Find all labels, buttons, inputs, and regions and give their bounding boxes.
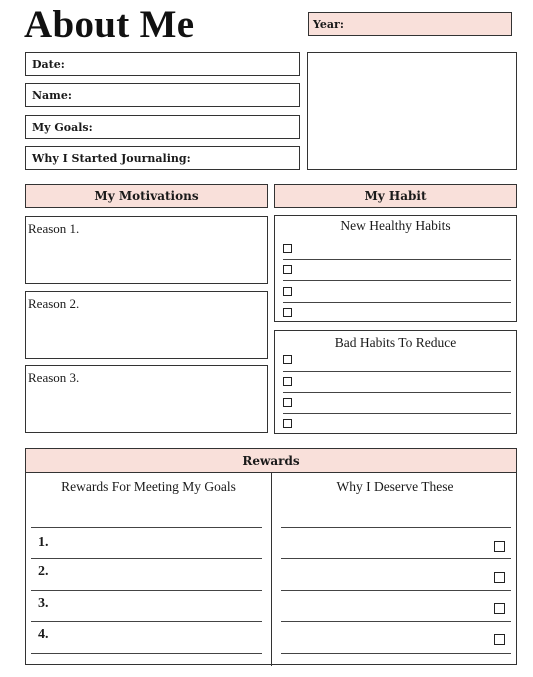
write-line bbox=[31, 527, 262, 528]
reward-number-2: 2. bbox=[38, 564, 49, 579]
checkbox[interactable] bbox=[283, 308, 292, 317]
write-line bbox=[281, 590, 511, 591]
divider bbox=[283, 413, 511, 414]
goals-field[interactable] bbox=[25, 115, 300, 139]
checkbox[interactable] bbox=[283, 244, 292, 253]
goals-label: My Goals: bbox=[32, 121, 93, 134]
new-habits-title: New Healthy Habits bbox=[340, 218, 451, 233]
motivations-header: My Motivations bbox=[25, 184, 268, 208]
reason-label-1: Reason 1. bbox=[28, 221, 80, 236]
write-line bbox=[281, 527, 511, 528]
reward-number-4: 4. bbox=[38, 627, 49, 642]
why-journaling-field[interactable] bbox=[25, 146, 300, 170]
date-label: Date: bbox=[32, 58, 65, 71]
name-field[interactable] bbox=[25, 83, 300, 107]
new-habits-box bbox=[274, 215, 517, 322]
write-line bbox=[31, 558, 262, 559]
divider bbox=[283, 371, 511, 372]
checkbox[interactable] bbox=[283, 287, 292, 296]
reward-number-1: 1. bbox=[38, 535, 49, 550]
checkbox[interactable] bbox=[283, 377, 292, 386]
reason-label-2: Reason 2. bbox=[28, 296, 80, 311]
write-line bbox=[281, 621, 511, 622]
reason-box-2[interactable] bbox=[25, 291, 268, 359]
checkbox[interactable] bbox=[283, 355, 292, 364]
page-title: About Me bbox=[24, 3, 195, 46]
divider bbox=[283, 302, 511, 303]
checkbox[interactable] bbox=[494, 603, 505, 614]
divider bbox=[283, 259, 511, 260]
rewards-box bbox=[25, 448, 517, 665]
checkbox[interactable] bbox=[283, 265, 292, 274]
column-divider bbox=[271, 473, 272, 666]
checkbox[interactable] bbox=[494, 634, 505, 645]
year-field[interactable] bbox=[308, 12, 512, 36]
date-field[interactable] bbox=[25, 52, 300, 76]
reason-box-3[interactable] bbox=[25, 365, 268, 433]
checkbox[interactable] bbox=[283, 398, 292, 407]
bad-habits-box bbox=[274, 330, 517, 434]
year-label: Year: bbox=[313, 18, 344, 31]
habit-header: My Habit bbox=[274, 184, 517, 208]
rewards-left-title: Rewards For Meeting My Goals bbox=[61, 479, 236, 494]
write-line bbox=[31, 590, 262, 591]
name-label: Name: bbox=[32, 89, 72, 102]
bad-habits-title: Bad Habits To Reduce bbox=[334, 335, 457, 350]
write-line bbox=[31, 621, 262, 622]
rewards-header-label: Rewards bbox=[242, 453, 300, 468]
divider bbox=[283, 392, 511, 393]
rewards-header bbox=[26, 449, 516, 473]
write-line bbox=[281, 653, 511, 654]
write-line bbox=[281, 558, 511, 559]
reason-label-3: Reason 3. bbox=[28, 370, 80, 385]
checkbox[interactable] bbox=[283, 419, 292, 428]
photo-box[interactable] bbox=[307, 52, 517, 170]
checkbox[interactable] bbox=[494, 541, 505, 552]
write-line bbox=[31, 653, 262, 654]
checkbox[interactable] bbox=[494, 572, 505, 583]
reward-number-3: 3. bbox=[38, 596, 49, 611]
rewards-right-title: Why I Deserve These bbox=[336, 479, 454, 494]
divider bbox=[283, 280, 511, 281]
why-journaling-label: Why I Started Journaling: bbox=[32, 152, 191, 165]
reason-box-1[interactable] bbox=[25, 216, 268, 284]
